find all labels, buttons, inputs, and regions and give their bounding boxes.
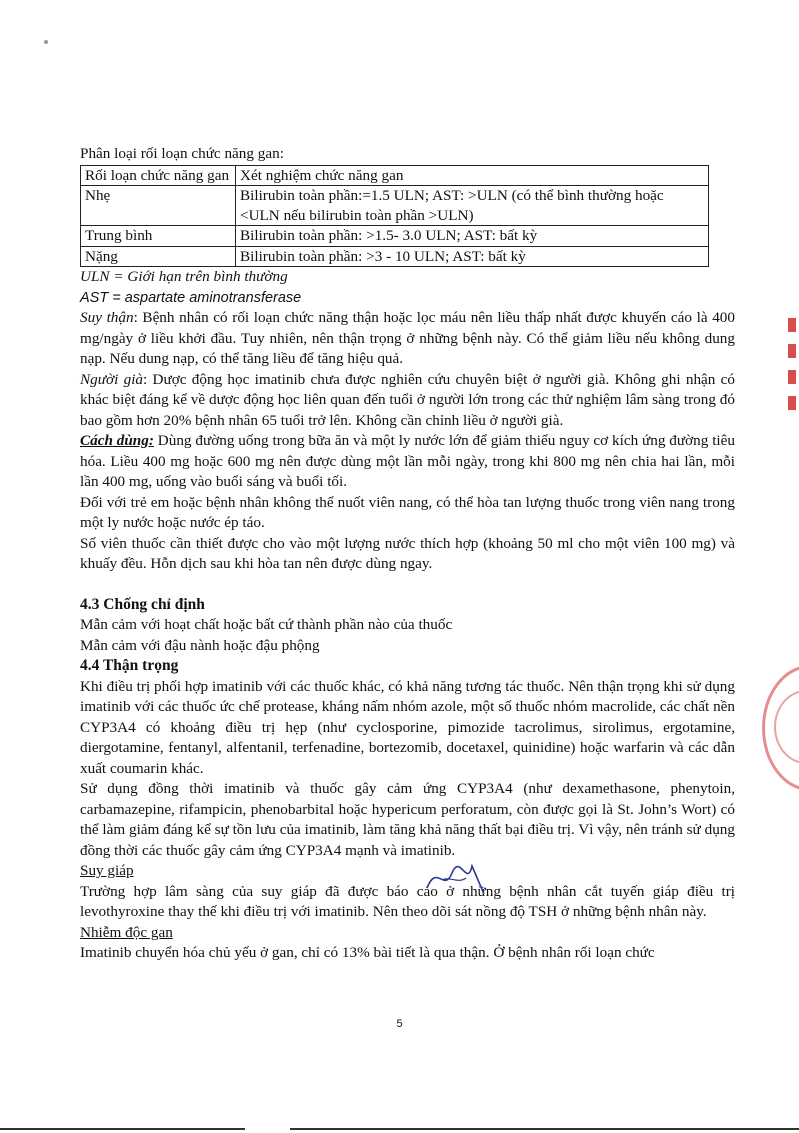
contraindication-item: Mẫn cảm với đậu nành hoặc đậu phộng [80,636,320,654]
hepatotoxicity-heading: Nhiễm độc gan [80,923,173,941]
table-cell-test: Bilirubin toàn phần:=1.5 ULN; AST: >ULN (có thể bình thường hoặc <ULN nếu bilirubin toàn phần >ULN) [236,186,709,226]
usage-text: Dùng đường uống trong bữa ăn và một ly nước lớn để giảm thiểu nguy cơ kích ứng đường tiêu hóa. Liều 400 mg hoặc 600 mg nên được dùng một lần mỗi ngày, trong khi 800 mg nên chia hai lần, mỗi lần 400 mg, uống vào buổi sáng và buổi tối. [80,432,735,490]
precautions-heading: 4.4 Thận trọng [80,657,179,674]
liver-impairment-table [80,165,709,268]
kidney-paragraph [80,308,735,370]
table-cell-grade: Nhẹ [81,186,236,226]
hypothyroidism-text: Trường hợp lâm sàng của suy giáp đã được báo cáo ở những bệnh nhân cắt tuyến giáp điều trị levothyroxine thay thế khi điều trị với imatinib. Nên theo dõi sát nồng độ TSH ở những bệnh nhân này. [80,882,735,920]
uln-note: ULN = Giới hạn trên bình thường [80,268,288,285]
handwritten-signature [422,858,492,898]
kidney-text: : Bệnh nhân có rối loạn chức năng thận hoặc lọc máu nên liều thấp nhất được khuyến cáo là 400 mg/ngày ở liều khởi đầu. Tuy nhiên, nên thận trọng ở những bệnh này. Có thể giảm liều nếu không dung nạp. Nếu dung nạp, có thể tăng liều để tăng hiệu quả. [80,309,735,367]
stamp-mark [788,344,796,358]
usage-paragraph [80,431,735,493]
precautions-paragraph-1: Khi điều trị phối hợp imatinib với các thuốc khác, có khả năng tương tác thuốc. Nên thận trọng khi sử dụng imatinib với các thuốc ức chế protease, kháng nấm nhóm azole, một số thuốc nhóm macrolide, các chất nền CYP3A4 có khoảng điều trị hẹp (như cyclosporine, pimozide tacrolimus, sirolimus, ergotamine, diergotamine, fentanyl, alfentanil, terfenadine, bortezomib, docetaxel, quinidine) hoặc warfarin và các dẫn xuất coumarin khác. [80,677,735,777]
precautions-paragraph-2: Sử dụng đồng thời imatinib và thuốc gây cảm ứng CYP3A4 (như dexamethasone, phenytoin, carbamazepine, rifampicin, phenobarbital hoặc hypericum perforatum, còn được gọi là St. John’s Wort) có thể làm giảm đáng kể sự tồn lưu của imatinib, làm tăng khả năng thất bại điều trị. Vì vậy, nên tránh sử dụng đồng thời các thuốc gây cảm ứng CYP3A4 mạnh và imatinib. [80,780,735,859]
scan-speck [44,40,48,44]
elderly-lead: Người già [80,370,144,388]
scan-edge-line [290,1128,799,1130]
stamp-mark [788,318,796,332]
table-row [81,246,709,267]
usage-paragraph-2: Đối với trẻ em hoặc bệnh nhân không thể nuốt viên nang, có thể hòa tan lượng thuốc trong viên nang trong một ly nước hoặc nước ép táo. [80,493,735,531]
table-cell-test: Bilirubin toàn phần: >1.5- 3.0 ULN; AST: bất kỳ [236,226,709,247]
stamp-mark [788,396,796,410]
table-caption: Phân loại rối loạn chức năng gan: [80,145,284,162]
table-row [81,186,709,226]
hypothyroidism-heading: Suy giáp [80,862,134,879]
scan-edge-line [0,1128,245,1130]
ast-note: AST = aspartate aminotransferase [80,289,302,306]
elderly-text: : Dược động học imatinib chưa được nghiên cứu chuyên biệt ở người già. Không ghi nhận có khác biệt đáng kể về dược động học liên quan đến tuổi ở người lớn trong các thử nghiệm lâm sàng trong đó bao gồm hơn 20% bệnh nhân 65 tuổi trở lên. Không cần chỉnh liều ở người già. [80,370,735,429]
contraindication-item: Mẫn cảm với hoạt chất hoặc bất cứ thành phần nào của thuốc [80,616,453,633]
page-number: 5 [396,1018,403,1030]
kidney-lead: Suy thận [80,309,134,326]
elderly-paragraph [80,370,735,432]
usage-paragraph-3: Số viên thuốc cần thiết được cho vào một lượng nước thích hợp (khoảng 50 ml cho một viên 100 mg) và khuấy đều. Hỗn dịch sau khi hòa tan nên được dùng ngay. [80,534,735,572]
table-header-row [81,165,709,186]
document-page [80,144,735,964]
section-spacer [80,575,735,595]
hepatotoxicity-text: Imatinib chuyển hóa chủ yếu ở gan, chỉ có 13% bài tiết là qua thận. Ở bệnh nhân rối loạn chức [80,944,655,961]
table-cell-test: Bilirubin toàn phần: >3 - 10 ULN; AST: bất kỳ [236,246,709,267]
stamp-mark [788,370,796,384]
table-row [81,226,709,247]
table-cell-grade: Nặng [81,246,236,267]
contraindications-heading: 4.3 Chống chỉ định [80,595,205,613]
table-header-cell: Rối loạn chức năng gan [81,165,236,186]
table-header-cell: Xét nghiệm chức năng gan [236,165,709,186]
red-stamp-fragment [788,318,799,448]
usage-lead: Cách dùng: [80,432,154,449]
table-cell-grade: Trung bình [81,226,236,247]
